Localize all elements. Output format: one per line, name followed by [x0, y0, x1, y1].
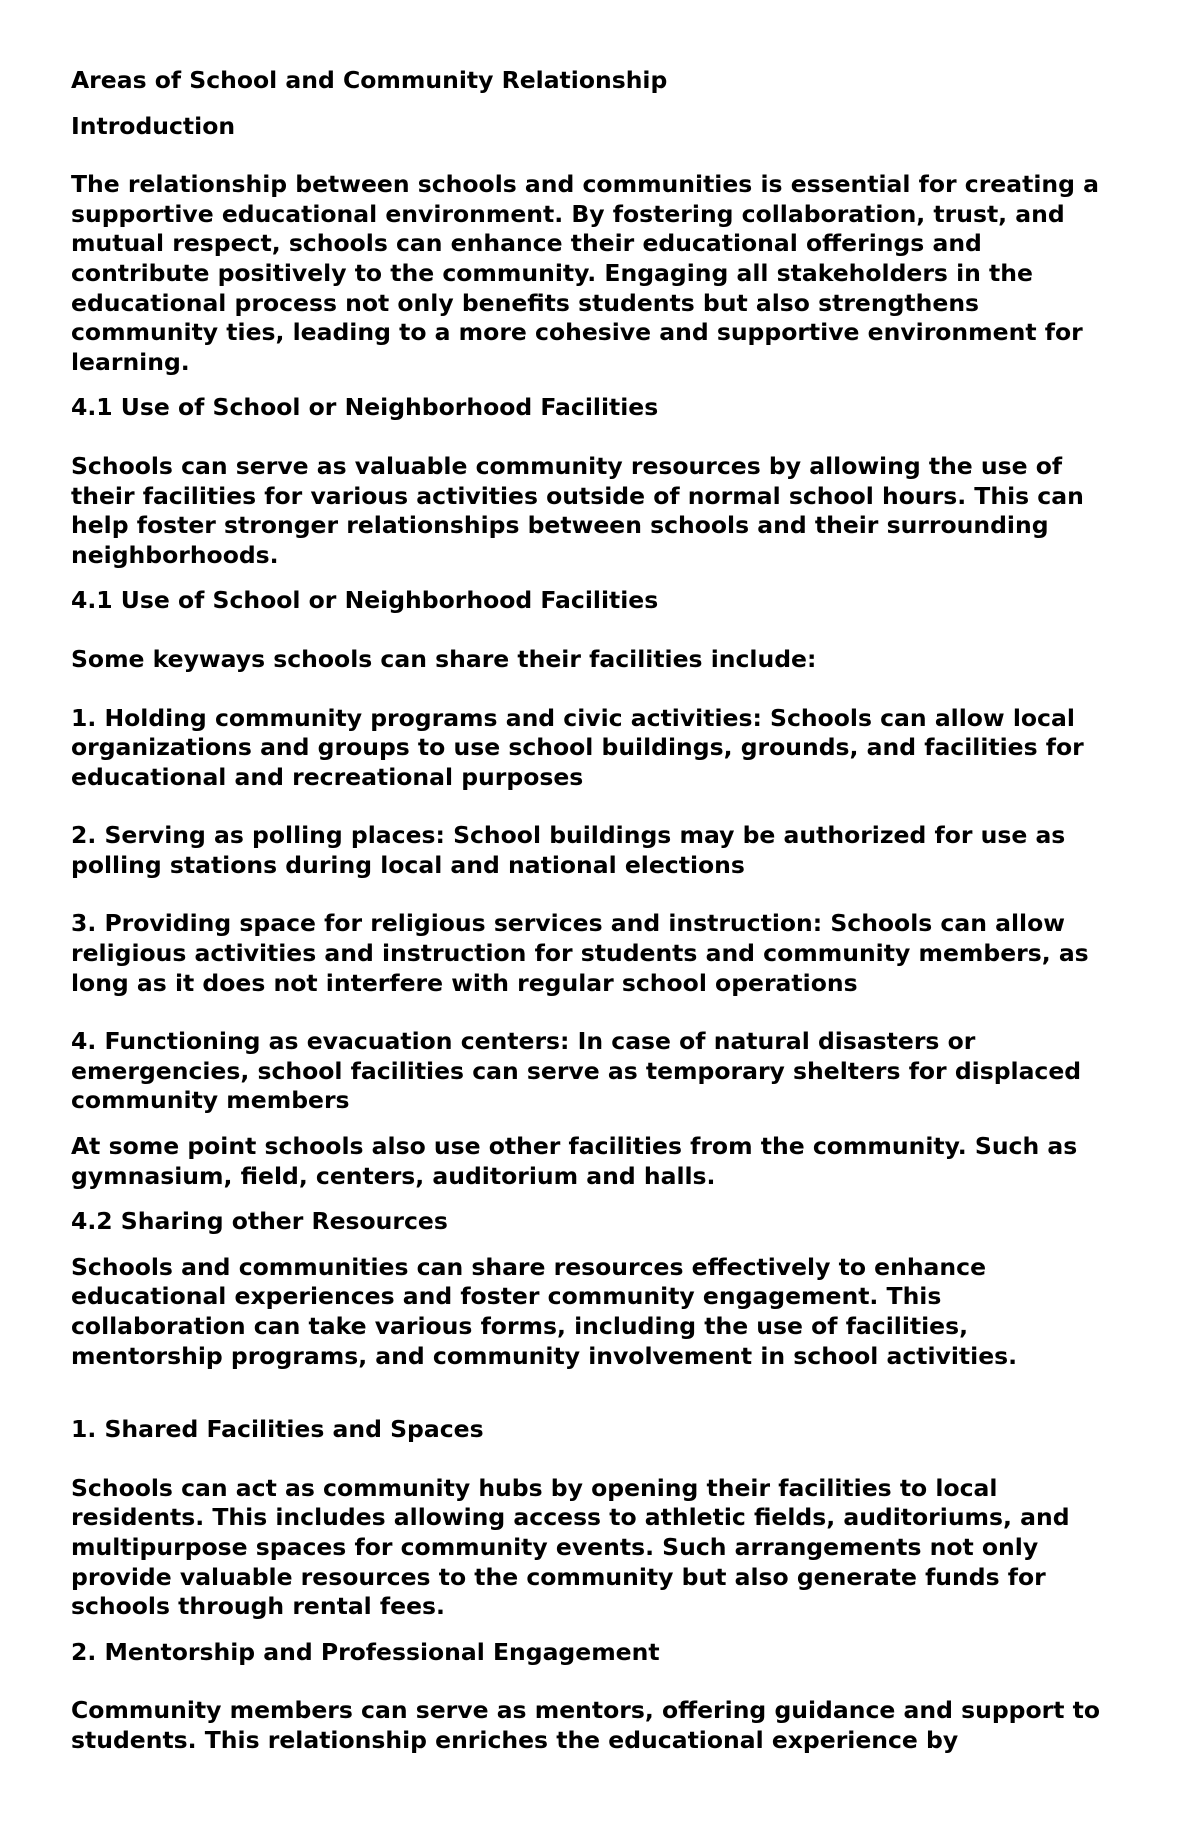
introduction-paragraph: The relationship between schools and communities is essential for creating a supportive educational environment. By fostering collaboration, trust, and mutual respect, schools can enhance their educational offerings and contribute positively to the community. Engaging all stakeholders in the educational process not only benefits students but also strengthens community ties, leading to a more cohesive and supportive environment for learning.	[71, 170, 1099, 376]
facility-list-item: 1. Holding community programs and civic activities: Schools can allow local organizations and groups to use school buildings, grounds, and facilities for educational and recreational purposes	[71, 703, 1084, 791]
keyways-intro: Some keyways schools can share their facilities include:	[71, 644, 817, 673]
section-4-2-paragraph: Schools and communities can share resources effectively to enhance educational experiences and foster community engagement. This collaboration can take various forms, including the use of facilities, mentorship programs, and community involvement in school activities.	[71, 1252, 1018, 1370]
facility-list-item: 3. Providing space for religious services and instruction: Schools can allow religious activities and instruction for students and community members, as long as it does not interfere with regular school operations	[71, 909, 1089, 997]
mentorship-heading: 2. Mentorship and Professional Engagement	[71, 1637, 660, 1666]
section-4-1-heading: 4.1 Use of School or Neighborhood Facilities	[71, 393, 659, 422]
document-page	[71, 66, 1141, 1756]
shared-facilities-heading: 1. Shared Facilities and Spaces	[71, 1415, 484, 1444]
section-4-2-heading: 4.2 Sharing other Resources	[71, 1207, 448, 1236]
facility-list-item: 4. Functioning as evacuation centers: In case of natural disasters or emergencies, school facilities can serve as temporary shelters for displaced community members	[71, 1027, 1082, 1115]
section-4-1-heading-repeat: 4.1 Use of School or Neighborhood Facilities	[71, 586, 659, 615]
document-title: Areas of School and Community Relationship	[71, 66, 668, 94]
shared-facilities-paragraph: Schools can act as community hubs by opening their facilities to local residents. This includes allowing access to athletic fields, auditoriums, and multipurpose spaces for community events. Such arrangements not only provide valuable resources to the community but also generate funds for schools through rental fees.	[71, 1473, 1070, 1621]
mentorship-paragraph: Community members can serve as mentors, offering guidance and support to students. This relationship enriches the educational experience by	[71, 1696, 1100, 1754]
facility-list-item: 2. Serving as polling places: School buildings may be authorized for use as polling stations during local and national elections	[71, 821, 1066, 879]
introduction-heading: Introduction	[71, 111, 236, 140]
community-facilities-paragraph: At some point schools also use other facilities from the community. Such as gymnasium, field, centers, auditorium and halls.	[71, 1132, 1078, 1190]
section-4-1-paragraph: Schools can serve as valuable community resources by allowing the use of their facilities for various activities outside of normal school hours. This can help foster stronger relationships between schools and their surrounding neighborhoods.	[71, 451, 1084, 569]
